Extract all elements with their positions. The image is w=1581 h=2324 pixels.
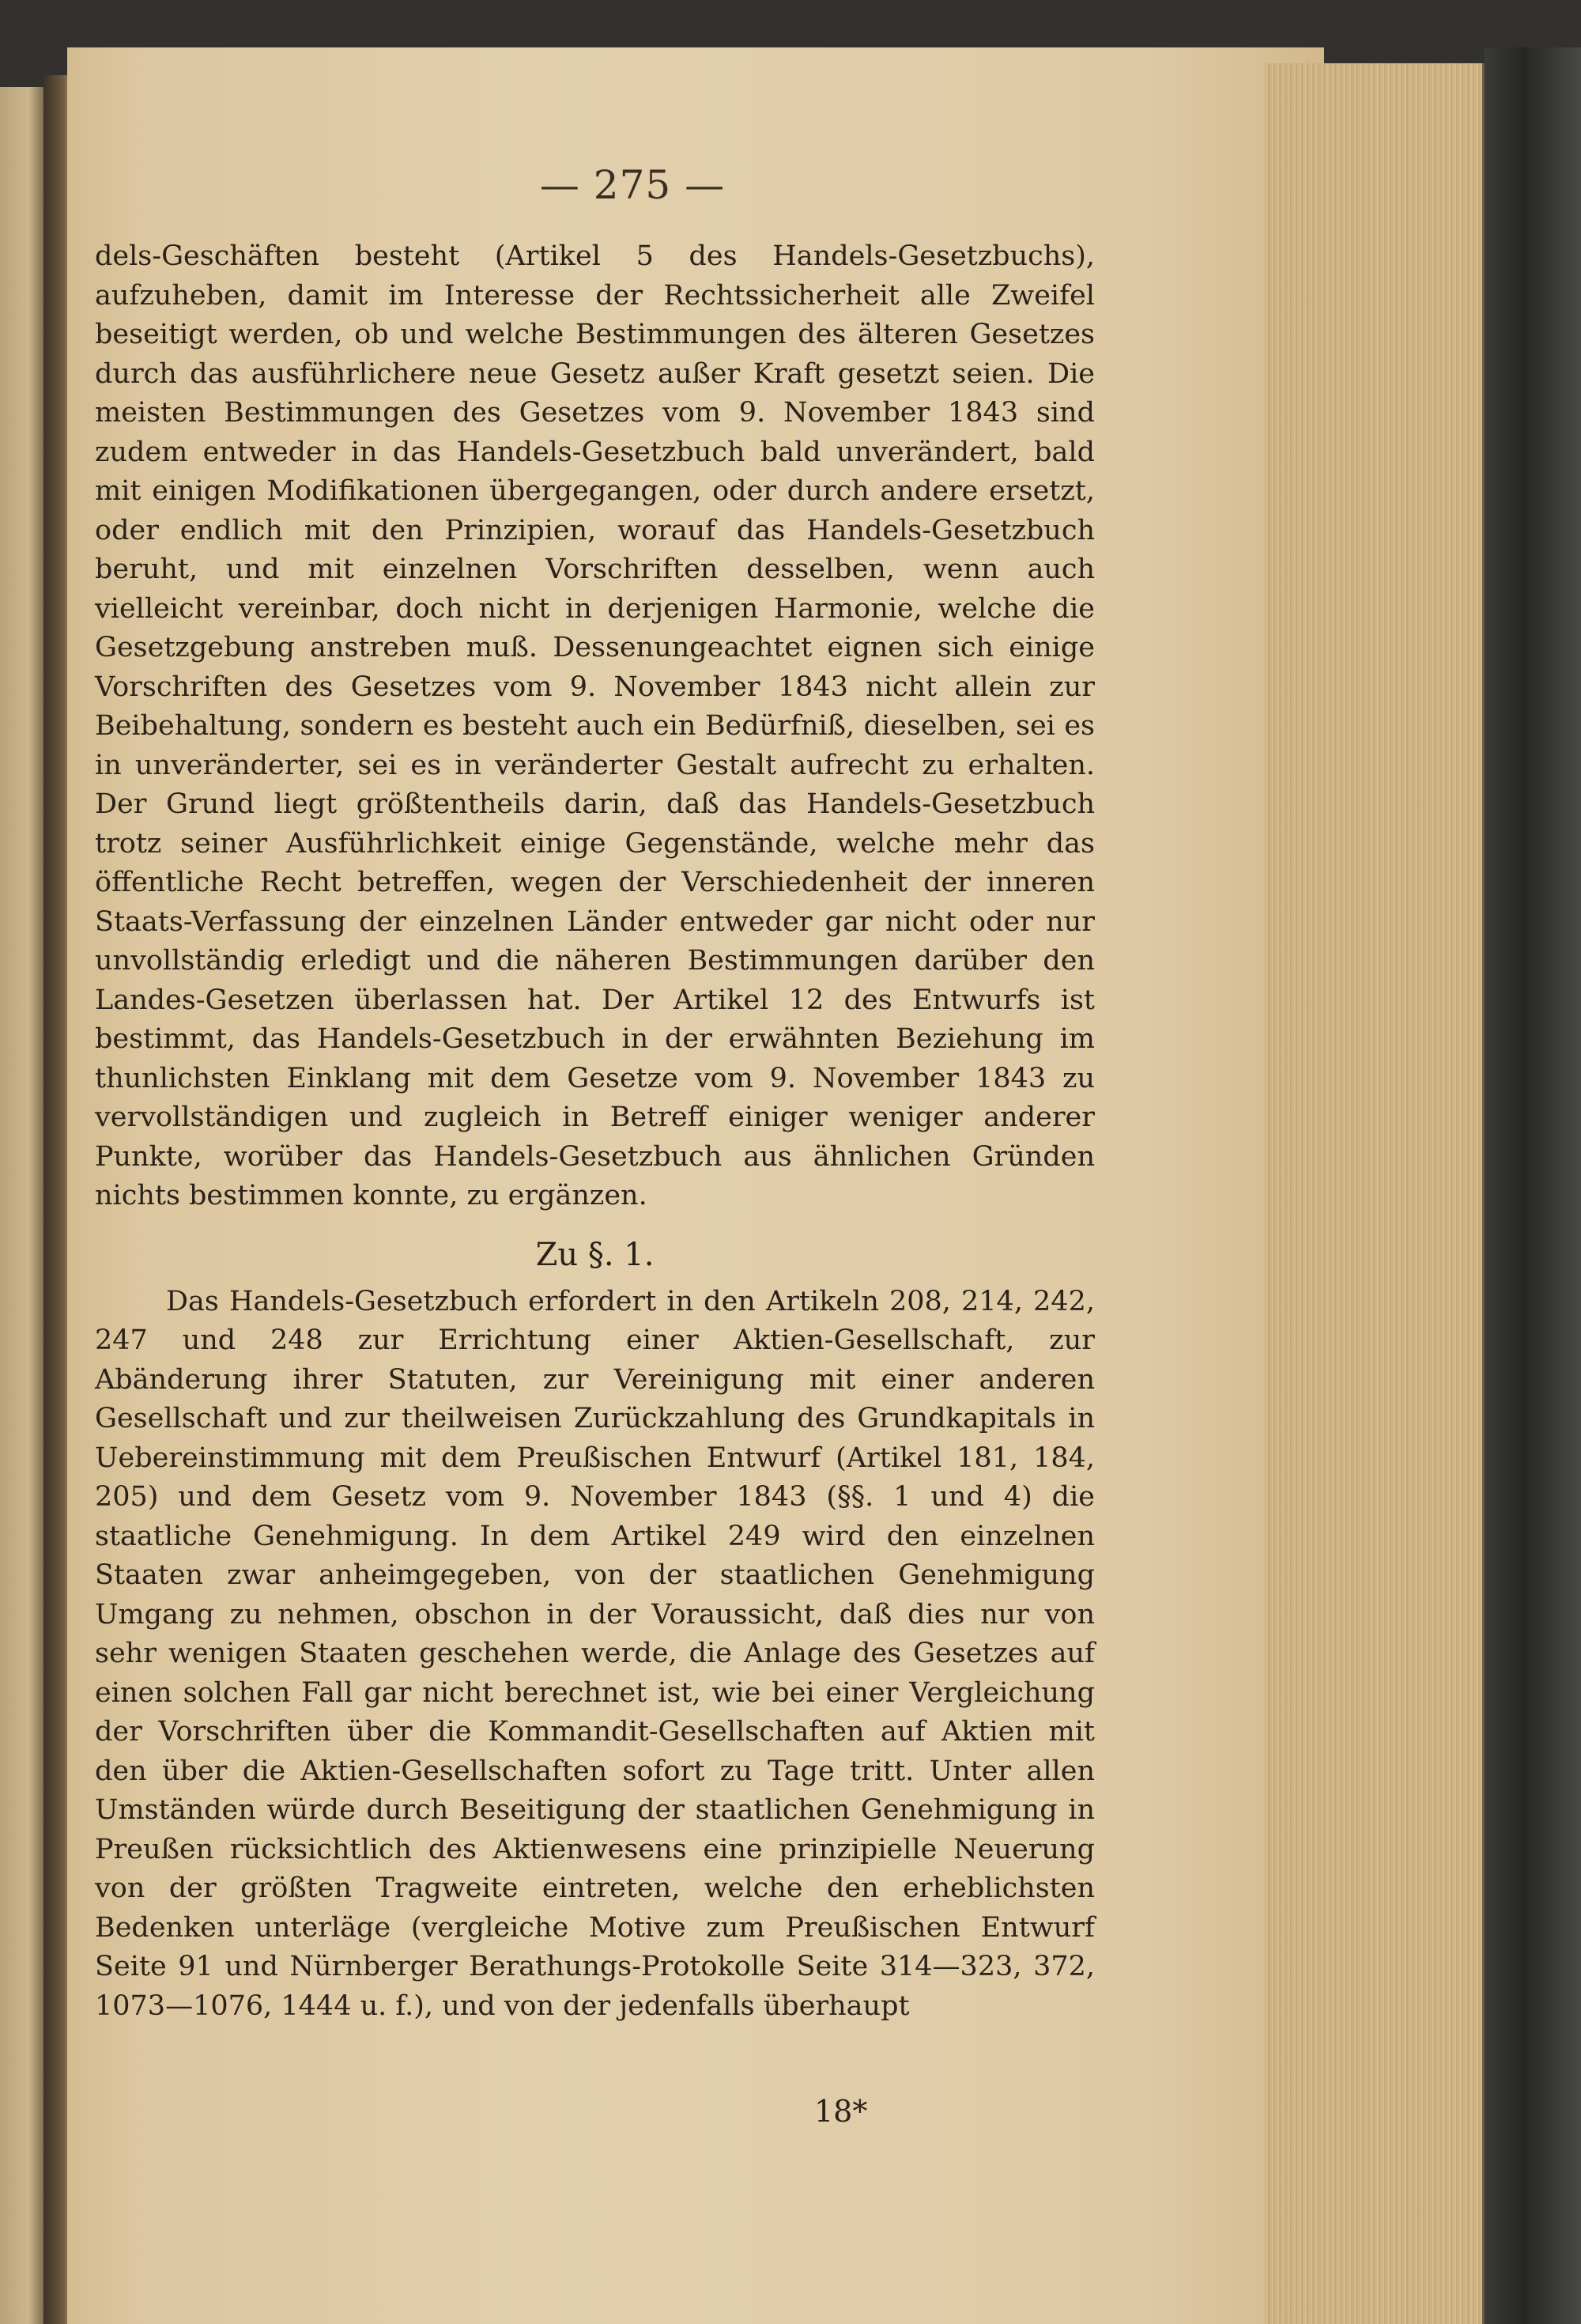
page-number: — 275 —	[539, 162, 726, 208]
book-cover-edge	[1485, 47, 1581, 2324]
previous-page-edge	[0, 87, 47, 2324]
page-block-edge	[1265, 63, 1485, 2324]
section-heading: Zu §. 1.	[535, 1236, 655, 1273]
signature-mark: 18*	[814, 2094, 868, 2129]
paragraph-1: dels-Geschäften besteht (Artikel 5 des Handels-Gesetzbuchs), aufzuheben, damit im Interesse der Rechtssicherheit alle Zweifel beseitigt werden, ob und welche Bestimmungen des älteren Gesetzes durch das ausführlichere neue Gesetz außer Kraft gesetzt seien. Die meisten Bestimmungen des Gesetzes vom 9. November 1843 sind zudem entweder in das Handels-Gesetzbuch bald unverändert, bald mit einigen Modifikationen übergegangen, oder durch andere ersetzt, oder endlich mit den Prinzipien, worauf das Handels-Gesetzbuch beruht, und mit einzelnen Vorschriften desselben, wenn auch vielleicht vereinbar, doch nicht in derjenigen Harmonie, welche die Gesetzgebung anstreben muß. Dessenungeachtet eignen sich einige Vorschriften des Gesetzes vom 9. November 1843 nicht allein zur Beibehaltung, sondern es besteht auch ein Bedürfniß, dieselben, sei es in unveränderter, sei es in veränderter Gestalt aufrecht zu erhalten. Der Grund liegt größtentheils darin, daß das Handels-Gesetzbuch trotz seiner Ausführlichkeit einige Gegenstände, welche mehr das öffentliche Recht betreffen, wegen der Verschiedenheit der inneren Staats-Verfassung der einzelnen Länder entweder gar nicht oder nur unvollständig erledigt und die näheren Bestimmungen darüber den Landes-Gesetzen überlassen hat. Der Artikel 12 des Entwurfs ist bestimmt, das Handels-Gesetzbuch in der erwähnten Beziehung im thunlichsten Einklang mit dem Gesetze vom 9. November 1843 zu vervollständigen und zugleich in Betreff einiger weniger anderer Punkte, worüber das Handels-Gesetzbuch aus ähnlichen Gründen nichts bestimmen konnte, zu ergänzen.	[95, 240, 1095, 1211]
body-text	[95, 237, 1095, 2026]
paragraph-2: Das Handels-Gesetzbuch erfordert in den Artikeln 208, 214, 242, 247 und 248 zur Errichtung einer Aktien-Gesellschaft, zur Abänderung ihrer Statuten, zur Vereinigung mit einer anderen Gesellschaft und zur theilweisen Zurückzahlung des Grundkapitals in Uebereinstimmung mit dem Preußischen Entwurf (Artikel 181, 184, 205) und dem Gesetz vom 9. November 1843 (§§. 1 und 4) die staatliche Genehmigung. In dem Artikel 249 wird den einzelnen Staaten zwar anheimgegeben, von der staatlichen Genehmigung Umgang zu nehmen, obschon in der Voraussicht, daß dies nur von sehr wenigen Staaten geschehen werde, die Anlage des Gesetzes auf einen solchen Fall gar nicht berechnet ist, wie bei einer Vergleichung der Vorschriften über die Kommandit-Gesellschaften auf Aktien mit den über die Aktien-Gesellschaften sofort zu Tage tritt. Unter allen Umständen würde durch Beseitigung der staatlichen Genehmigung in Preußen rücksichtlich des Aktienwesens eine prinzipielle Neuerung von der größten Tragweite eintreten, welche den erheblichsten Bedenken unterläge (vergleiche Motive zum Preußischen Entwurf Seite 91 und Nürnberger Berathungs-Protokolle Seite 314—323, 372, 1073—1076, 1444 u. f.), und von der jedenfalls überhaupt	[95, 1285, 1095, 2022]
